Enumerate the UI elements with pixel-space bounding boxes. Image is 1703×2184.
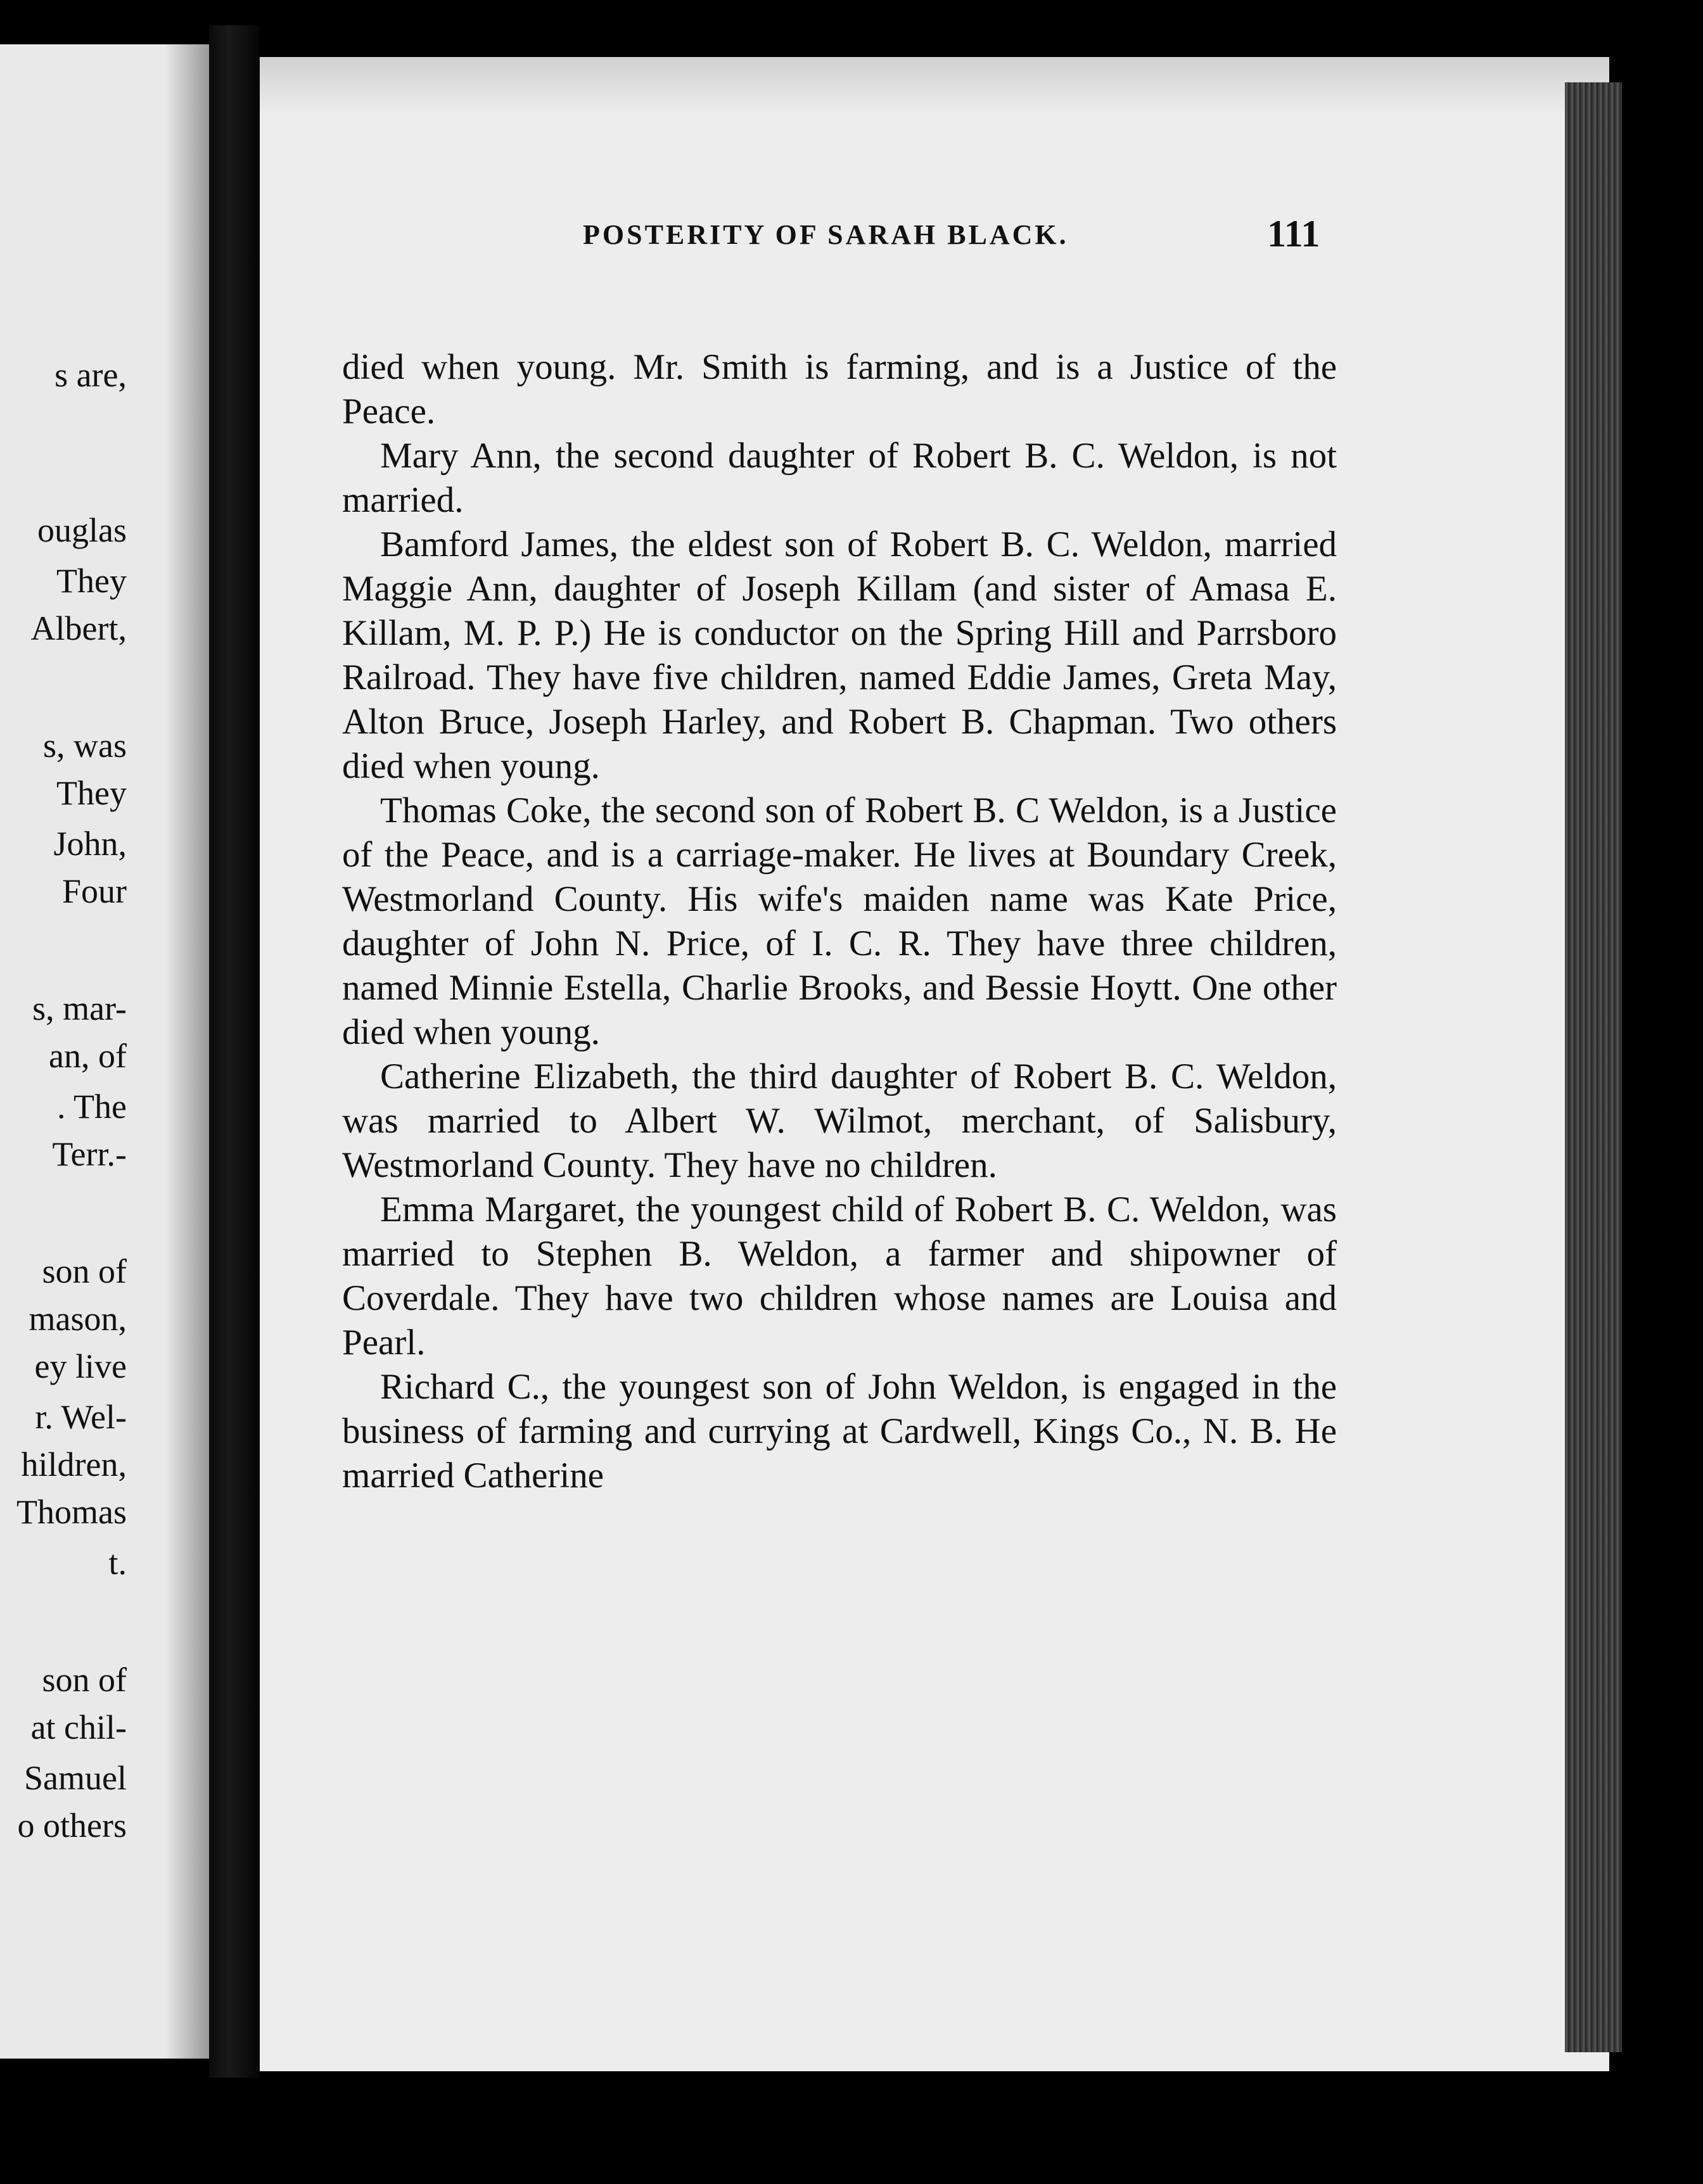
left-page-fragment: o others [17,1806,127,1844]
paragraph: Bamford James, the eldest son of Robert B. C. Weldon, married Maggie Ann, daughter of Joseph Killam (and sister of Amasa E. Killam, M. P. P.) He is conductor on the Spring Hill and Parrsboro Railroad. They have five children, named Eddie James, Greta May, Alton Bruce, Joseph Harley, and Robert B. Chapman. Two others died when young. [342,524,1337,786]
left-page-fragment: They [56,562,127,600]
page-top-shadow [260,57,1609,114]
left-page-fragment: mason, [29,1300,127,1338]
left-page-fragment: Albert, [30,609,127,647]
paragraph: Emma Margaret, the youngest child of Robert B. C. Weldon, was married to Stephen B. Weldon, a farmer and shipowner of Coverdale. They have two children whose names are Louisa and Pearl. [342,1190,1337,1362]
running-header: POSTERITY OF SARAH BLACK. [583,219,1069,250]
paragraph: Richard C., the youngest son of John Weldon, is engaged in the business of farming and currying at Cardwell, Kings Co., N. B. He married Catherine [342,1367,1337,1495]
left-page-fragment: Thomas [16,1493,127,1531]
left-page-fragment: s are, [54,356,127,394]
left-page-fragment: ouglas [37,511,127,549]
left-page-fragment: r. Wel- [35,1398,127,1436]
left-page-fragment: Samuel [24,1759,127,1797]
page-number: 111 [1267,213,1320,255]
paragraph: Thomas Coke, the second son of Robert B. C Weldon, is a Justice of the Peace, and is a carriage-maker. He lives at Boundary Creek, Westmorland County. His wife's maiden name was Kate Price, daughter of John N. Price, of I. C. R. They have three children, named Minnie Estella, Charlie Brooks, and Bessie Hoytt. One other died when young. [342,790,1337,1052]
left-facing-page [0,44,209,2059]
left-page-fragment: Four [61,872,127,910]
left-page-fragment: . The [57,1088,127,1126]
page-gutter-shadow [165,44,209,2059]
left-page-fragment: hildren, [21,1445,127,1483]
left-page-fragment: son of [42,1252,127,1290]
paragraph: Catherine Elizabeth, the third daughter of Robert B. C. Weldon, was married to Albert W. Wilmot, merchant, of Salisbury, Westmorland County. They have no children. [342,1057,1337,1185]
body-text [342,345,1337,1498]
page-edge-stack [1565,82,1622,2052]
left-page-fragment: an, of [49,1037,127,1075]
left-page-fragment: Terr.- [52,1135,127,1173]
paragraph: died when young. Mr. Smith is farming, and is a Justice of the Peace. [342,347,1337,431]
paragraph: Mary Ann, the second daughter of Robert B. C. Weldon, is not married. [342,436,1337,520]
left-page-fragment: s, mar- [32,989,127,1027]
left-page-fragment: They [56,774,127,812]
left-page-fragment: son of [42,1661,127,1699]
left-page-fragment: ey live [34,1347,127,1385]
left-page-fragment: s, was [43,727,127,765]
left-page-fragment: at chil- [30,1708,127,1746]
left-page-fragment: John, [53,825,127,863]
book-spine [209,25,260,2078]
left-page-fragment: t. [108,1544,127,1582]
